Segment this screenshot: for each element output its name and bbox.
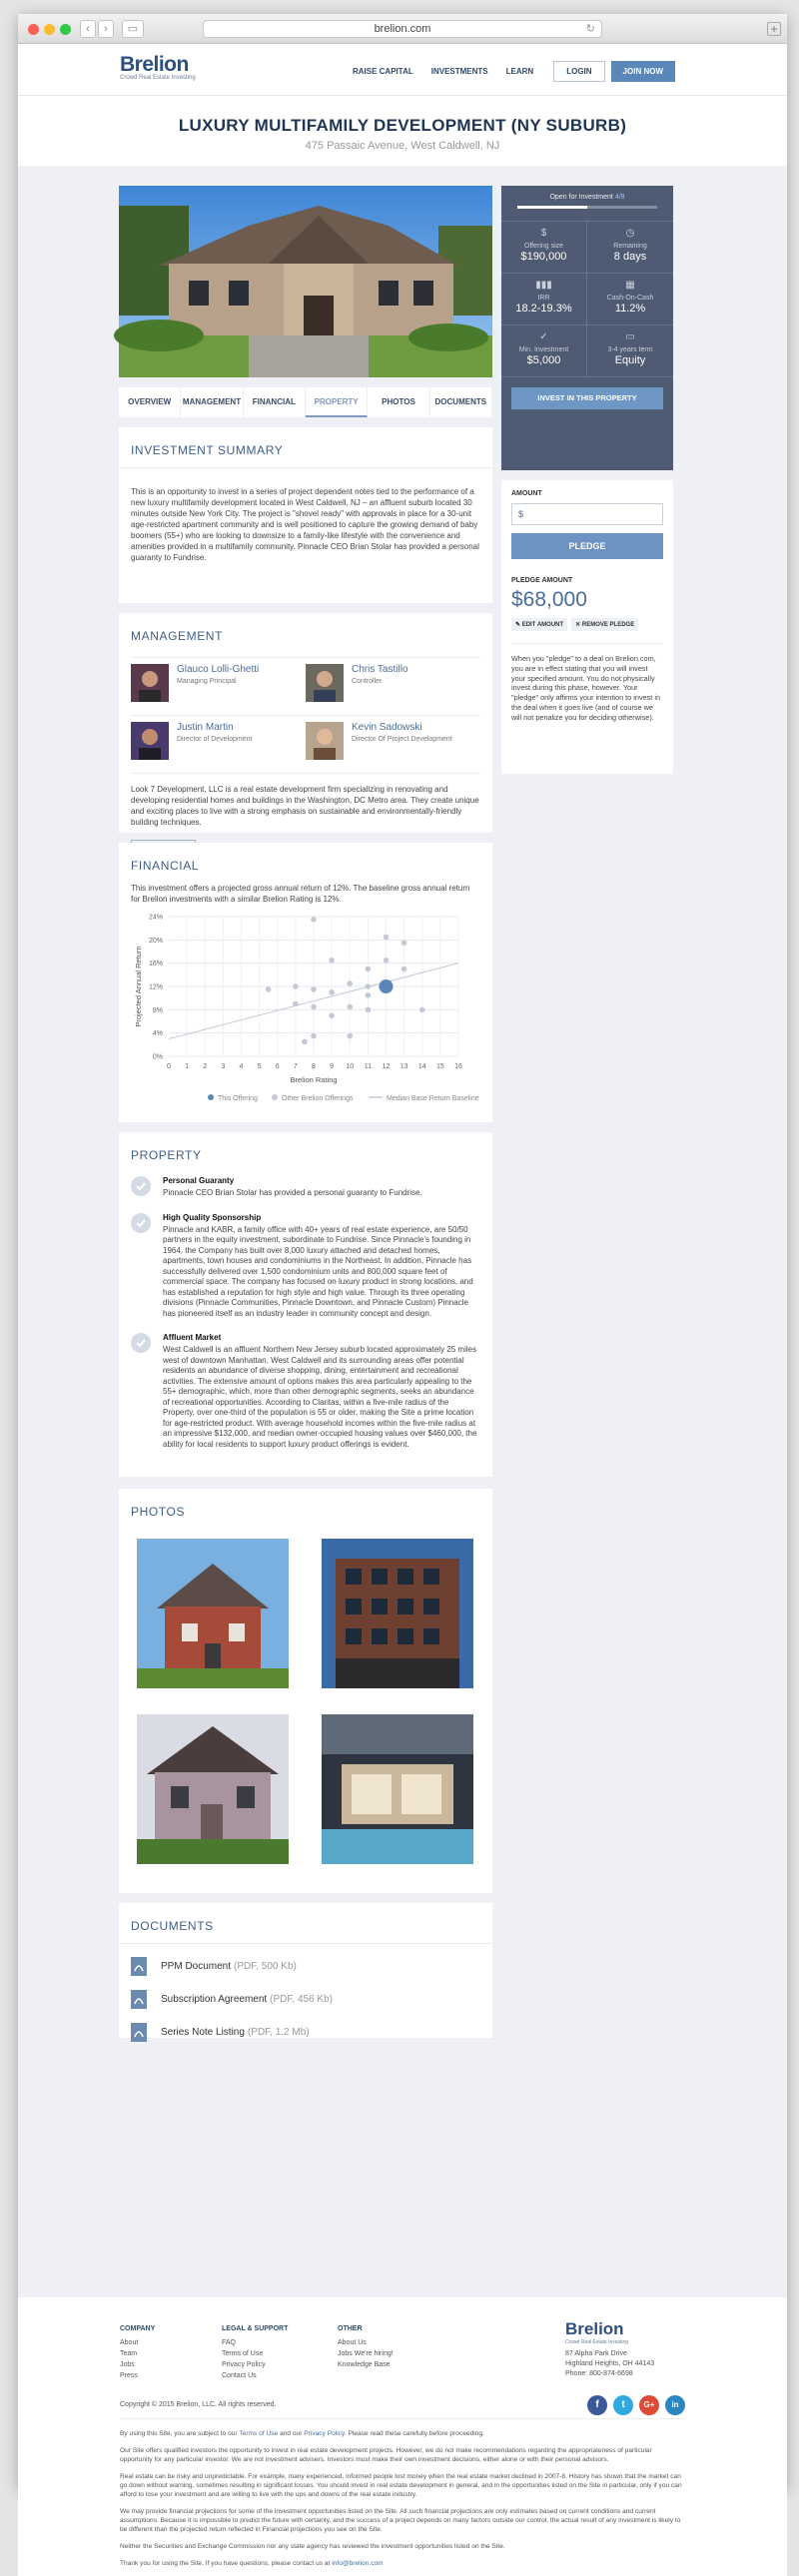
stat-remaining [587,222,673,274]
property-section [119,1132,492,1477]
x-tick-label: 2 [203,1063,208,1070]
minimize-window-icon[interactable] [44,24,55,35]
status-label: Open for Investment [549,194,613,201]
listing-tabs [119,387,492,417]
footer-column-title: LEGAL & SUPPORT [222,2325,289,2332]
stat-cash-on-cash [587,274,673,325]
pdf-file-icon [131,2023,147,2042]
footer-columns [120,2297,439,2381]
legal-text: Thank you for using the Site. If you have questions, please contact us at [120,2560,331,2567]
remove-pledge-label: REMOVE PLEDGE [581,622,635,628]
legal-paragraph: Real estate can be risky and unpredictable. For example, many experienced, informed people lost money when the real estate market declined in 2007-8. History has shown that the market can go down without warning, sometimes resulting in significant losses. You should invest in real estate development in general, and in the opportunities listed on the Site in particular, only if you can afford to lose your investment and are willing to live with the ups and downs of the real estate industry. [120,2473,682,2498]
stat-label: IRR [537,295,550,302]
other-offering-point [302,1039,308,1045]
x-tick-label: 5 [257,1063,262,1070]
footer-link[interactable]: FAQ [222,2339,237,2346]
pdf-file-icon [131,1990,147,2009]
footer-link[interactable]: Jobs We're hiring! [338,2350,394,2357]
other-offering-point [366,966,372,972]
brand-logo[interactable] [120,54,196,81]
y-tick-label: 20% [148,937,163,945]
avatar [306,664,344,702]
footer-link[interactable]: Privacy Policy [222,2361,266,2368]
footer-tagline: Crowd Real Estate Investing [565,2339,629,2345]
footer-link[interactable]: About Us [338,2339,367,2346]
other-offering-point [401,940,407,946]
remove-pledge-button[interactable]: ✕ REMOVE PLEDGE [571,618,638,631]
stat-label: Offering size [523,243,564,250]
highlight-text: Pinnacle CEO Brian Stolar has provided a personal guaranty to Fundrise. [163,1188,422,1197]
footer-column-title: COMPANY [120,2325,156,2332]
stat-offering-size [501,222,587,274]
document-meta: (PDF, 456 Kb) [270,1994,333,2005]
site-footer [18,2297,787,2576]
highlight-title: High Quality Sponsorship [163,1212,262,1222]
section-heading: DOCUMENTS [119,1903,492,1944]
grid-icon: ▦ [625,280,635,291]
back-button[interactable]: ‹ [80,20,96,38]
footer-link[interactable]: Press [120,2372,138,2379]
footer-logo[interactable]: Brelion [565,2319,624,2338]
team-member[interactable] [131,716,306,774]
footer-brand [565,2297,685,2381]
avatar [306,722,344,760]
terms-link[interactable]: Terms of Use [239,2430,279,2437]
avatar [131,664,169,702]
nav-learn[interactable]: LEARN [505,67,534,76]
x-tick-label: 6 [275,1063,280,1070]
address-line: Highland Heights, OH 44143 [565,2360,655,2367]
brand-name: Brelion [120,53,189,76]
privacy-link[interactable]: Privacy Policy [304,2430,345,2437]
highlight-text: West Caldwell is an affluent Northern New Jersey suburb located approximately 25 miles west of downtown Manhattan. West Caldwell and its surrounding areas offer potential residents an abundance of diverse shopping, dining, entertainment and recreational activities. The extensive amount of options makes this area particularly appealing to the 55+ demographic, which, more than other demographic segments, seeks an abundance of recreational opportunities. According to Claritas, within a five-mile radius of the Property, over one-third of the population is 55 or older, making the Site a prime location for age-restricted product. With average household incomes within the five-mile radius at an impressive $132,000, and median owner-occupied housing values over $460,000, the ability for local residents to support luxury product offerings is evident. [163,1345,477,1449]
footer-link[interactable]: About [120,2339,139,2346]
nav-raise-capital[interactable]: RAISE CAPITAL [352,67,413,76]
pledge-actions [511,618,663,631]
x-tick-label: 9 [330,1063,335,1070]
listing-header [18,96,787,166]
footer-link[interactable]: Team [120,2350,138,2357]
listing-address: 475 Passaic Avenue, West Caldwell, NJ [305,140,500,152]
investment-summary-section [119,427,492,603]
main-nav [335,61,675,82]
team-member[interactable] [131,658,306,716]
tab-property[interactable]: PROPERTY [306,387,368,417]
copyright: Copyright © 2015 Brelion, LLC. All rights reserved. [120,2401,277,2408]
member-name: Chris Tastillo [352,664,408,675]
other-offering-point [311,917,317,923]
address-line: 87 Alpha Park Drive [565,2350,627,2357]
stat-value: $190,000 [520,251,567,263]
main-content [18,166,787,2297]
y-tick-label: 0% [152,1053,163,1061]
document-meta: (PDF, 500 Kb) [234,1961,297,1972]
x-tick-label: 12 [382,1063,391,1070]
funding-progress-bar [517,206,657,209]
other-offering-point [401,966,407,972]
stat-irr [501,274,587,325]
stat-value: 11.2% [614,303,646,315]
other-offering-point [347,1004,353,1010]
pledge-amount-value: $68,000 [511,588,587,611]
other-offering-point [329,1012,335,1018]
other-offering-point [293,1001,299,1007]
stat-value: 18.2-19.3% [515,303,572,315]
tab-overview[interactable]: OVERVIEW [119,387,181,417]
legal-disclaimer [120,2418,685,2568]
x-tick-label: 11 [364,1063,373,1070]
footer-column [222,2325,338,2381]
section-heading: PROPERTY [131,1148,202,1162]
legal-text: By using this Site, you are subject to our [120,2430,238,2437]
other-offering-point [384,935,390,941]
stat-value: Equity [614,354,646,366]
x-tick-label: 14 [417,1063,426,1070]
member-role: Managing Principal [177,678,237,685]
other-offering-point [366,1007,372,1013]
avatar [131,722,169,760]
footer-column-title: OTHER [338,2325,363,2332]
footer-link[interactable]: Knowledge Base [338,2361,391,2368]
return-scatter-chart [119,905,492,1114]
document-meta: (PDF, 1.2 Mb) [247,2027,310,2038]
amount-input[interactable]: $ [511,503,663,525]
other-offering-point [366,992,372,998]
stat-label: Remaining [613,243,647,250]
x-tick-label: 16 [454,1063,462,1070]
legend-marker [208,1094,214,1100]
close-window-icon[interactable] [28,24,39,35]
edit-amount-label: EDIT AMOUNT [521,622,564,628]
progress-label: 4/8 [614,194,625,201]
legal-paragraph [120,2559,685,2568]
member-name: Glauco Lolli-Ghetti [177,664,260,675]
section-heading: MANAGEMENT [131,629,224,643]
x-tick-label: 8 [312,1063,316,1070]
y-tick-label: 4% [152,1030,163,1038]
y-tick-label: 16% [148,961,163,968]
address-text: brelion.com [374,23,431,35]
join-now-button[interactable]: JOIN NOW [611,61,675,82]
y-tick-label: 8% [152,1006,163,1014]
x-tick-label: 10 [346,1063,355,1070]
dollar-icon: $ [540,228,547,239]
investment-stats [501,222,673,377]
page-title: LUXURY MULTIFAMILY DEVELOPMENT (NY SUBURB) [178,116,627,135]
x-tick-label: 1 [185,1063,190,1070]
twitter-icon[interactable]: t [613,2395,633,2415]
other-offering-point [311,1004,317,1010]
document-name: Subscription Agreement [161,1994,268,2005]
tab-photos[interactable]: PHOTOS [368,387,429,417]
section-heading: INVESTMENT SUMMARY [119,427,492,468]
document-name: Series Note Listing [161,2027,245,2038]
photo-thumbnail[interactable] [322,1539,474,1688]
phone-line: Phone: 800-874-6698 [565,2370,633,2377]
financial-text: This investment offers a projected gross annual return of 12%. The baseline gross annual return for Brelion investments with a similar Brelion Rating is 12%. [131,884,470,904]
x-tick-label: 7 [293,1063,298,1070]
investment-panel [501,186,673,470]
footer-link[interactable]: Contact Us [222,2372,257,2379]
clock-icon: ◷ [625,228,635,239]
legal-text: and our [280,2430,303,2437]
property-highlight [119,1209,492,1324]
facebook-icon[interactable]: f [587,2395,607,2415]
document-link[interactable] [119,1950,492,1983]
document-link[interactable] [119,2016,492,2049]
legend-label: Other Brelion Offerings [282,1095,354,1102]
y-axis-label: Projected Annual Return [134,946,143,1027]
stat-label: Min. Investment [518,346,569,353]
highlight-title: Personal Guaranty [163,1176,235,1185]
tab-financial[interactable]: FINANCIAL [244,387,306,417]
other-offering-point [311,986,317,992]
new-tab-icon[interactable]: + [767,22,781,36]
member-role: Controller [352,678,383,685]
login-button[interactable]: LOGIN [553,61,604,82]
edit-amount-button[interactable]: ✎ EDIT AMOUNT [511,618,567,631]
x-tick-label: 4 [239,1063,244,1070]
briefcase-icon: ▭ [625,331,635,342]
member-name: Kevin Sadowski [352,722,422,733]
team-member[interactable] [306,716,480,774]
section-heading: PHOTOS [131,1505,186,1519]
property-highlight [119,1172,492,1203]
x-tick-label: 15 [435,1063,444,1070]
document-link[interactable] [119,1983,492,2016]
y-tick-label: 12% [148,983,163,991]
hero-photo [119,186,492,377]
management-team [131,657,480,774]
check-circle-icon: ✓ [539,331,548,342]
check-icon [131,1176,151,1196]
summary-text: This is an opportunity to invest in a series of project dependent notes tied to the performance of a new luxury multifamily development located in West Caldwell, NJ – an affluent suburb located 30 minutes outside New York City. The project is "shovel ready" with approvals in place for a 30-unit age-restricted apartment community and is well positioned to capture the growing demand of baby boomers (55+) who are looking to downsize to a family-like lifestyle with the convenience and amenities provided in a multifamily community. Pinnacle CEO Brian Stolar has provided a personal guaranty to Fundrise. [131,487,479,562]
invest-button[interactable]: INVEST IN THIS PROPERTY [511,387,663,409]
other-offering-point [311,1033,317,1039]
other-offering-point [366,983,372,989]
legal-paragraph: Our Site offers qualified investors the opportunity to invest in real estate development projects. However, we do not make recommendations regarding the appropriateness of particular opportunity for any particular investor. We are not investment advisers. Investors must make their own investment decisions, either alone or with their personal advisors. [120,2447,652,2463]
document-name: PPM Document [161,1961,232,1972]
section-heading: FINANCIAL [131,859,200,873]
x-axis-label: Brelion Rating [290,1075,338,1084]
pdf-file-icon [131,1957,147,1976]
legal-paragraph [120,2429,685,2438]
legal-text: . Please read these carefully before proceeding. [344,2430,484,2437]
check-icon [131,1213,151,1233]
legal-paragraph: Neither the Securities and Exchange Commission nor any state agency has reviewed the investment opportunities listed on the Site. [120,2543,505,2550]
browser-window [18,14,787,2567]
pledge-amount-label: PLEDGE AMOUNT [511,577,573,584]
highlight-text: Pinnacle and KABR, a family office with 40+ years of real estate experience, are 50/50 partners in the equity investment, subordinate to Fundrise. Since Pinnacle's founding in 1964, the Company has built over 8,000 luxury attached and detached homes, apartments, town houses and condominiums in the Northeast. In addition, Pinnacle has successfully delivered over 1,500 condominium units and 800,000 square feet of commercial space. The company has focused on luxury product in strong locations, and has established a reputation for high style and high value. Through its three operating divisions (Pinnacle Communities, Pinnacle Downtown, and Pinnacle Custom) Pinnacle has pioneered itself as an industry leader in community concept and design. [163,1224,473,1318]
stat-label: Cash-On-Cash [606,295,654,302]
legal-paragraph: We may provide financial projections for some of the investment opportunities listed on the Site. All such financial projections are only estimates based on current conditions and current assumptions. Because it is impossible to predict the future with certainty, and the success of a project depends on many factors outside our control, the actual result of any investment is likely to be different than the projected return reflected in Financial projections you see on the Site. [120,2508,681,2533]
member-role: Director of Development [177,736,253,743]
sidebar-toggle-icon[interactable]: ▭ [122,20,144,38]
photos-section [119,1489,492,1893]
photo-thumbnail[interactable] [137,1539,290,1688]
footer-link[interactable]: Jobs [120,2361,135,2368]
stat-min-investment [501,325,587,377]
property-highlight [119,1329,492,1454]
management-description: Look 7 Development, LLC is a real estate development firm specializing in renovating and developing residential homes and buildings in the Washington, DC Metro area. They create unique and exciting places to live with a strong emphasis on sustainable and environmentally-friendly building techniques. [131,785,479,827]
financial-section [119,843,492,1122]
other-offering-point [293,983,299,989]
site-header [18,44,787,96]
company-address [565,2349,685,2379]
highlight-title: Affluent Market [163,1333,222,1342]
x-tick-label: 0 [167,1063,171,1070]
footer-link[interactable]: Terms of Use [222,2350,264,2357]
other-offering-point [329,958,335,964]
this-offering-point [380,979,394,993]
maximize-window-icon[interactable] [60,24,71,35]
amount-label: AMOUNT [511,490,542,497]
google-plus-icon[interactable]: G+ [639,2395,659,2415]
y-tick-label: 24% [148,914,163,922]
pledge-button[interactable]: PLEDGE [511,533,663,559]
other-offering-point [347,980,353,986]
photo-thumbnail[interactable] [322,1714,474,1864]
tab-management[interactable]: MANAGEMENT [181,387,243,417]
other-offering-point [347,1033,353,1039]
stat-label: 3-4 years term [607,346,653,353]
tab-documents[interactable]: DOCUMENTS [430,387,492,417]
pledge-panel [501,480,673,774]
team-member[interactable] [306,658,480,716]
other-offering-point [266,986,272,992]
management-section [119,613,492,833]
other-offering-point [384,958,390,964]
brand-tagline: Crowd Real Estate Investing [120,75,196,81]
footer-column [120,2325,222,2381]
x-tick-label: 13 [400,1063,408,1070]
contact-email-link[interactable]: info@brelion.com [332,2560,384,2567]
photo-thumbnail[interactable] [137,1714,290,1864]
forward-button[interactable]: › [98,20,114,38]
reload-icon[interactable]: ↻ [585,23,595,35]
photo-grid [119,1529,492,1874]
stat-value: 8 days [613,251,647,263]
member-name: Justin Martin [177,722,234,733]
other-offering-point [329,989,335,995]
check-icon [131,1333,151,1353]
pledge-explanation: When you "pledge" to a deal on Brelion.com, you are in effect stating that you will invest your specified amount. You do not physically invest during this phase, however. Your "pledge" only affirms your intention to invest in the deal when it goes live (and of course we will not penalize you for deciding otherwise). [511,643,663,723]
nav-investments[interactable]: INVESTMENTS [430,67,488,76]
funding-status [501,186,673,222]
legend-label: Median Base Return Baseline [387,1095,479,1102]
member-role: Director Of Project Development [352,736,452,743]
other-offering-point [419,1007,425,1013]
footer-column [338,2325,439,2381]
stat-value: $5,000 [526,354,561,366]
browser-toolbar [18,14,787,44]
address-bar[interactable] [203,20,602,38]
legend-label: This Offering [218,1095,258,1102]
stat-term [587,325,673,377]
x-tick-label: 3 [221,1063,226,1070]
documents-section [119,1903,492,2038]
legend-marker [272,1094,278,1100]
bar-chart-icon: ▮▮▮ [535,280,552,291]
linkedin-icon[interactable]: in [665,2395,685,2415]
